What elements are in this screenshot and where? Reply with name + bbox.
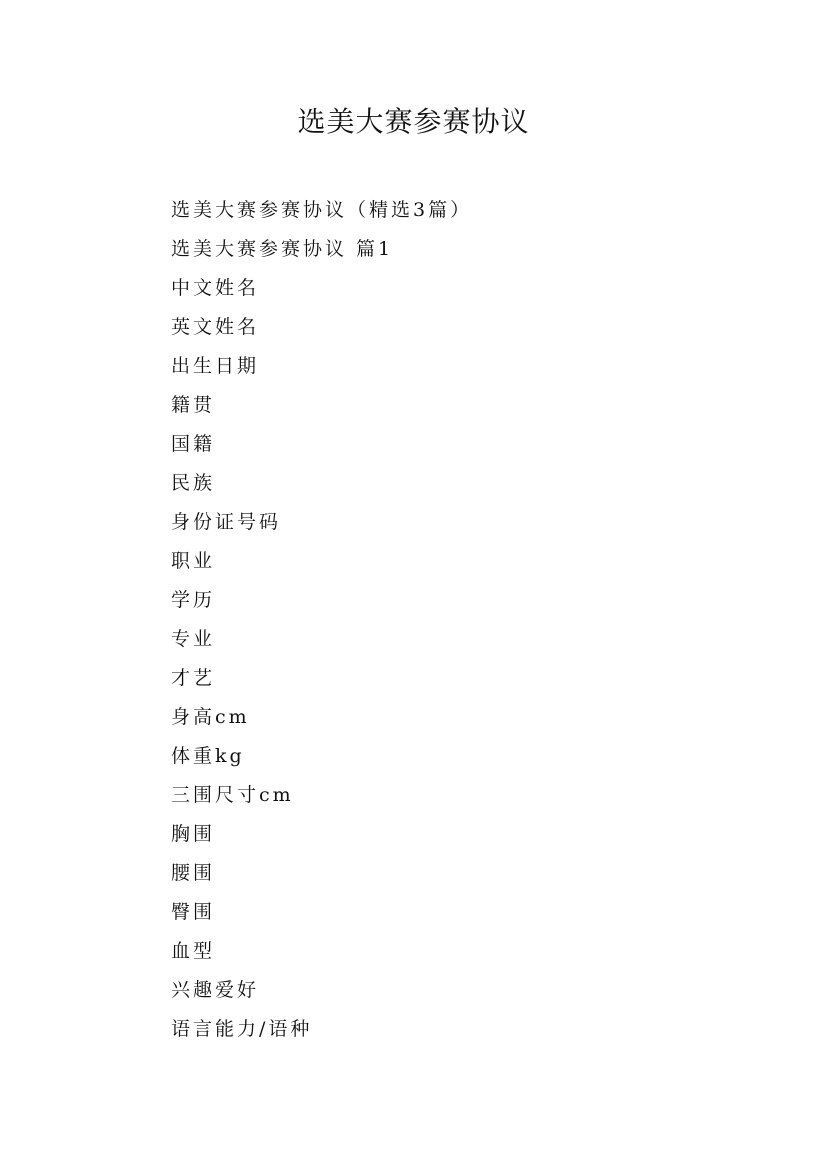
field-education: 学历 (171, 589, 216, 611)
field-id-number: 身份证号码 (171, 511, 282, 533)
field-occupation: 职业 (171, 550, 216, 572)
body-line-section-title: 选美大赛参赛协议 篇1 (171, 238, 394, 260)
field-english-name: 英文姓名 (171, 316, 260, 338)
field-languages: 语言能力/语种 (171, 1018, 313, 1040)
body-line-heading: 选美大赛参赛协议（精选3篇） (171, 199, 473, 221)
field-waist: 腰围 (171, 862, 216, 884)
field-measurements: 三围尺寸cm (171, 784, 294, 806)
document-title: 选美大赛参赛协议 (297, 105, 530, 138)
field-height: 身高cm (171, 706, 250, 728)
field-chinese-name: 中文姓名 (171, 277, 260, 299)
field-talent: 才艺 (171, 667, 216, 689)
document-body (171, 191, 771, 1049)
field-hobbies: 兴趣爱好 (171, 979, 260, 1001)
field-birth-date: 出生日期 (171, 355, 260, 377)
field-blood-type: 血型 (171, 940, 216, 962)
field-ethnicity: 民族 (171, 472, 216, 494)
field-hips: 臀围 (171, 901, 216, 923)
field-nationality: 国籍 (171, 433, 216, 455)
field-bust: 胸围 (171, 823, 216, 845)
field-weight: 体重kg (171, 745, 245, 767)
field-native-place: 籍贯 (171, 394, 216, 416)
field-major: 专业 (171, 628, 216, 650)
